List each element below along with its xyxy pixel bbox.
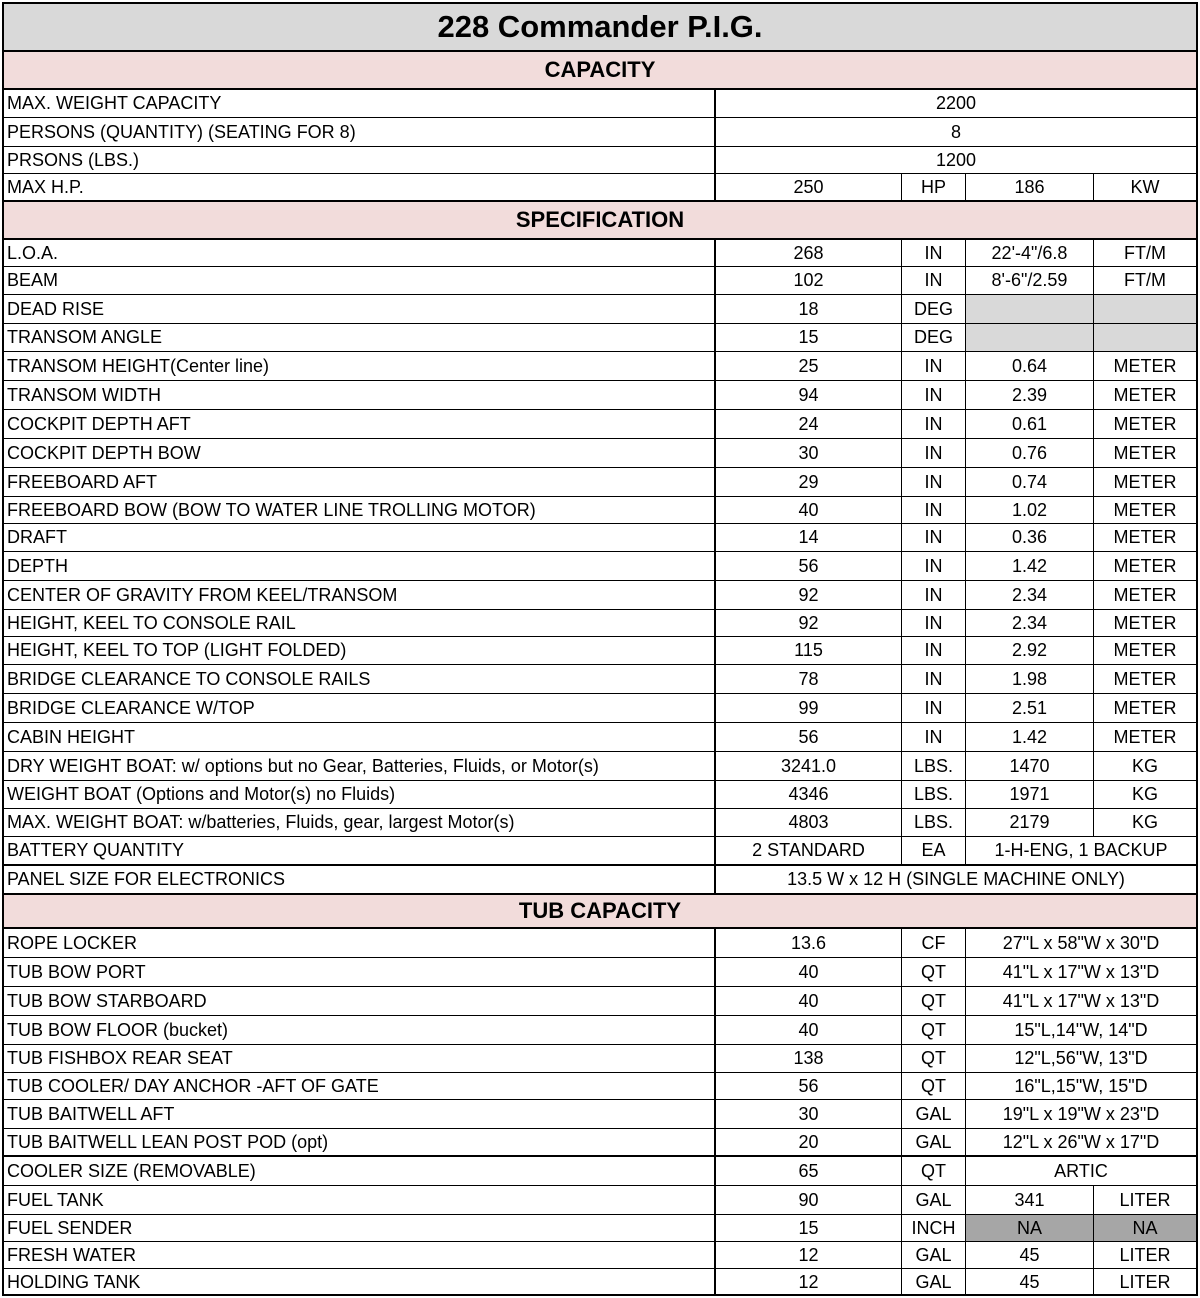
row-label: MAX. WEIGHT CAPACITY bbox=[4, 90, 716, 117]
row-value: 8 bbox=[950, 121, 961, 142]
row-label: TUB BAITWELL LEAN POST POD (opt) bbox=[4, 1129, 716, 1155]
unit-metric: LITER bbox=[1119, 1244, 1171, 1265]
spec-sheet bbox=[2, 2, 1198, 1296]
unit-metric: METER bbox=[1113, 384, 1177, 405]
table-row bbox=[4, 240, 1196, 267]
unit-imperial: HP bbox=[902, 174, 966, 200]
table-row bbox=[4, 118, 1196, 147]
unit-imperial: LBS. bbox=[902, 752, 966, 780]
row-label: FREEBOARD AFT bbox=[4, 468, 716, 496]
unit-metric bbox=[1094, 324, 1196, 351]
value-dimensions: 12"L x 26"W x 17"D bbox=[1002, 1131, 1160, 1152]
value-metric: 2.39 bbox=[966, 381, 1094, 409]
table-row bbox=[4, 1100, 1196, 1129]
unit-imperial: IN bbox=[902, 497, 966, 523]
table-row bbox=[4, 781, 1196, 809]
unit-imperial: GAL bbox=[902, 1129, 966, 1155]
unit-imperial: QT bbox=[902, 1073, 966, 1099]
value-metric: 45 bbox=[966, 1269, 1094, 1296]
value-metric: 341 bbox=[966, 1186, 1094, 1214]
unit-imperial: GAL bbox=[902, 1100, 966, 1128]
table-row bbox=[4, 1186, 1196, 1215]
table-row bbox=[4, 723, 1196, 752]
row-label: COOLER SIZE (REMOVABLE) bbox=[4, 1157, 716, 1185]
table-row bbox=[4, 665, 1196, 694]
row-value: 13.5 W x 12 H (SINGLE MACHINE ONLY) bbox=[787, 869, 1125, 889]
row-label: FUEL TANK bbox=[4, 1186, 716, 1214]
unit-metric: METER bbox=[1113, 355, 1177, 376]
table-row bbox=[4, 581, 1196, 610]
unit-metric: METER bbox=[1113, 555, 1177, 576]
value-imperial: 115 bbox=[716, 637, 902, 664]
unit-imperial: QT bbox=[902, 987, 966, 1015]
value-dimensions: 27"L x 58"W x 30"D bbox=[1002, 932, 1160, 953]
row-label: PANEL SIZE FOR ELECTRONICS bbox=[4, 866, 716, 893]
value-dimensions: 15"L,14"W, 14"D bbox=[1014, 1019, 1148, 1040]
table-row bbox=[4, 958, 1196, 987]
value-metric: 2.92 bbox=[966, 637, 1094, 664]
table-row bbox=[4, 694, 1196, 723]
value-metric: 2.34 bbox=[966, 581, 1094, 609]
value-metric: 1470 bbox=[966, 752, 1094, 780]
table-row bbox=[4, 147, 1196, 174]
row-label: TUB BOW FLOOR (bucket) bbox=[4, 1016, 716, 1044]
value-metric: 1.98 bbox=[966, 665, 1094, 693]
table-row bbox=[4, 552, 1196, 581]
row-label: TUB BOW STARBOARD bbox=[4, 987, 716, 1015]
table-row bbox=[4, 987, 1196, 1016]
value-metric bbox=[966, 295, 1094, 323]
unit-imperial: IN bbox=[902, 637, 966, 664]
table-row bbox=[4, 1157, 1196, 1186]
row-label: MAX H.P. bbox=[4, 174, 716, 200]
row-label: MAX. WEIGHT BOAT: w/batteries, Fluids, gear, largest Motor(s) bbox=[4, 809, 716, 836]
table-row bbox=[4, 90, 1196, 118]
row-label: HEIGHT, KEEL TO CONSOLE RAIL bbox=[4, 610, 716, 636]
row-label: BEAM bbox=[4, 267, 716, 294]
table-row bbox=[4, 1016, 1196, 1045]
row-label: FREEBOARD BOW (BOW TO WATER LINE TROLLING MOTOR) bbox=[4, 497, 716, 523]
value-imperial: 250 bbox=[716, 174, 902, 200]
row-label: CENTER OF GRAVITY FROM KEEL/TRANSOM bbox=[4, 581, 716, 609]
unit-metric: METER bbox=[1113, 640, 1177, 660]
unit-imperial: IN bbox=[902, 552, 966, 580]
row-label: TUB BOW PORT bbox=[4, 958, 716, 986]
value-imperial: 20 bbox=[716, 1129, 902, 1155]
value-imperial: 56 bbox=[716, 552, 902, 580]
value-imperial: 4803 bbox=[716, 809, 902, 836]
value-imperial: 13.6 bbox=[716, 929, 902, 957]
value-imperial: 56 bbox=[716, 1073, 902, 1099]
specification-rows bbox=[4, 240, 1196, 837]
value-metric: 0.76 bbox=[966, 439, 1094, 467]
unit-imperial: IN bbox=[902, 267, 966, 294]
value-imperial: 29 bbox=[716, 468, 902, 496]
value-dimensions: 41"L x 17"W x 13"D bbox=[1002, 990, 1160, 1011]
table-row bbox=[4, 1269, 1196, 1296]
unit-imperial: IN bbox=[902, 610, 966, 636]
value-imperial: 15 bbox=[716, 324, 902, 351]
unit-metric: KG bbox=[1131, 755, 1158, 776]
row-label: HEIGHT, KEEL TO TOP (LIGHT FOLDED) bbox=[4, 637, 716, 664]
row-label: FUEL SENDER bbox=[4, 1215, 716, 1241]
table-row bbox=[4, 1045, 1196, 1073]
value-imperial: 18 bbox=[716, 295, 902, 323]
unit-imperial: GAL bbox=[902, 1242, 966, 1268]
table-row bbox=[4, 1242, 1196, 1269]
row-label: HOLDING TANK bbox=[4, 1269, 716, 1296]
unit-metric: METER bbox=[1113, 413, 1177, 434]
row-label: COCKPIT DEPTH AFT bbox=[4, 410, 716, 438]
tub-capacity-rows bbox=[4, 929, 1196, 1186]
table-row bbox=[4, 174, 1196, 202]
section-header-specification: SPECIFICATION bbox=[4, 202, 1196, 240]
unit-imperial: GAL bbox=[902, 1186, 966, 1214]
value-metric: 0.36 bbox=[966, 524, 1094, 551]
value-imperial: 40 bbox=[716, 1016, 902, 1044]
row-label: L.O.A. bbox=[4, 240, 716, 266]
value-metric: 0.74 bbox=[966, 468, 1094, 496]
unit-imperial: IN bbox=[902, 352, 966, 380]
row-label: TUB FISHBOX REAR SEAT bbox=[4, 1045, 716, 1072]
value-dimensions: ARTIC bbox=[1054, 1160, 1108, 1181]
unit-metric: LITER bbox=[1119, 1272, 1171, 1292]
value-metric: 2.51 bbox=[966, 694, 1094, 722]
value-metric bbox=[966, 324, 1094, 351]
value-metric: 0.64 bbox=[966, 352, 1094, 380]
value-metric: 2179 bbox=[966, 809, 1094, 836]
value-imperial: 56 bbox=[716, 723, 902, 751]
row-label: BRIDGE CLEARANCE TO CONSOLE RAILS bbox=[4, 665, 716, 693]
value-dimensions: 12"L,56"W, 13"D bbox=[1014, 1048, 1148, 1068]
table-row bbox=[4, 497, 1196, 524]
unit-imperial: CF bbox=[902, 929, 966, 957]
value-metric: 186 bbox=[966, 174, 1094, 200]
value-metric: 22'-4"/6.8 bbox=[966, 240, 1094, 266]
table-row bbox=[4, 929, 1196, 958]
unit-metric: METER bbox=[1113, 442, 1177, 463]
unit-imperial: DEG bbox=[902, 295, 966, 323]
table-row bbox=[4, 410, 1196, 439]
row-label: COCKPIT DEPTH BOW bbox=[4, 439, 716, 467]
table-row bbox=[4, 381, 1196, 410]
unit-imperial: IN bbox=[902, 665, 966, 693]
row-label: TRANSOM WIDTH bbox=[4, 381, 716, 409]
value-imperial: 65 bbox=[716, 1157, 902, 1185]
value-imperial: 40 bbox=[716, 987, 902, 1015]
unit-metric: KG bbox=[1131, 812, 1158, 832]
value-metric: 45 bbox=[966, 1242, 1094, 1268]
unit-imperial: EA bbox=[902, 837, 966, 864]
unit-imperial: QT bbox=[902, 1016, 966, 1044]
row-label: DRAFT bbox=[4, 524, 716, 551]
unit-metric: KW bbox=[1130, 176, 1160, 197]
row-label: PRSONS (LBS.) bbox=[4, 147, 716, 173]
value-imperial: 102 bbox=[716, 267, 902, 294]
row-label: BATTERY QUANTITY bbox=[4, 837, 716, 864]
unit-metric: NA bbox=[1094, 1215, 1196, 1241]
table-row bbox=[4, 610, 1196, 637]
row-label: DRY WEIGHT BOAT: w/ options but no Gear, Batteries, Fluids, or Motor(s) bbox=[4, 752, 716, 780]
row-label: TRANSOM ANGLE bbox=[4, 324, 716, 351]
row-label: TRANSOM HEIGHT(Center line) bbox=[4, 352, 716, 380]
unit-imperial: GAL bbox=[902, 1269, 966, 1296]
unit-metric: METER bbox=[1113, 612, 1177, 633]
row-label: WEIGHT BOAT (Options and Motor(s) no Fluids) bbox=[4, 781, 716, 808]
value-metric: 1.42 bbox=[966, 552, 1094, 580]
unit-imperial: IN bbox=[902, 439, 966, 467]
unit-metric: METER bbox=[1113, 726, 1177, 747]
row-label: BRIDGE CLEARANCE W/TOP bbox=[4, 694, 716, 722]
unit-imperial: IN bbox=[902, 240, 966, 266]
unit-imperial: LBS. bbox=[902, 809, 966, 836]
table-row bbox=[4, 439, 1196, 468]
row-label: DEPTH bbox=[4, 552, 716, 580]
table-row bbox=[4, 524, 1196, 552]
unit-imperial: IN bbox=[902, 468, 966, 496]
value-metric: 8'-6"/2.59 bbox=[966, 267, 1094, 294]
row-value: 1200 bbox=[935, 149, 977, 170]
unit-metric: METER bbox=[1113, 471, 1177, 492]
table-row bbox=[4, 809, 1196, 837]
value-imperial: 12 bbox=[716, 1242, 902, 1268]
table-row bbox=[4, 752, 1196, 781]
value-metric: 1971 bbox=[966, 781, 1094, 808]
value-imperial: 138 bbox=[716, 1045, 902, 1072]
value-metric: 2.34 bbox=[966, 610, 1094, 636]
value-imperial: 2 STANDARD bbox=[716, 837, 902, 864]
value-metric: 1.02 bbox=[966, 497, 1094, 523]
table-row bbox=[4, 352, 1196, 381]
unit-imperial: DEG bbox=[902, 324, 966, 351]
unit-metric: FT/M bbox=[1124, 270, 1166, 290]
unit-metric: METER bbox=[1113, 527, 1177, 547]
value-imperial: 268 bbox=[716, 240, 902, 266]
value-imperial: 90 bbox=[716, 1186, 902, 1214]
table-row bbox=[4, 468, 1196, 497]
value-dimensions: 16"L,15"W, 15"D bbox=[1014, 1075, 1148, 1096]
table-row bbox=[4, 866, 1196, 895]
row-label: FRESH WATER bbox=[4, 1242, 716, 1268]
table-row bbox=[4, 1073, 1196, 1100]
value-imperial: 4346 bbox=[716, 781, 902, 808]
value-metric: NA bbox=[966, 1215, 1094, 1241]
table-row bbox=[4, 637, 1196, 665]
table-row bbox=[4, 837, 1196, 866]
value-imperial: 12 bbox=[716, 1269, 902, 1296]
section-header-tub-capacity: TUB CAPACITY bbox=[4, 895, 1196, 929]
unit-metric: FT/M bbox=[1124, 242, 1166, 263]
unit-imperial: INCH bbox=[902, 1215, 966, 1241]
unit-metric bbox=[1094, 295, 1196, 323]
value-imperial: 78 bbox=[716, 665, 902, 693]
value-imperial: 25 bbox=[716, 352, 902, 380]
unit-metric: METER bbox=[1113, 668, 1177, 689]
table-row bbox=[4, 295, 1196, 324]
unit-imperial: IN bbox=[902, 581, 966, 609]
value-imperial: 3241.0 bbox=[716, 752, 902, 780]
unit-metric: KG bbox=[1131, 784, 1158, 804]
table-row bbox=[4, 1129, 1196, 1157]
unit-metric: LITER bbox=[1119, 1189, 1171, 1210]
row-value: 2200 bbox=[935, 93, 977, 113]
row-label: TUB COOLER/ DAY ANCHOR -AFT OF GATE bbox=[4, 1073, 716, 1099]
unit-imperial: QT bbox=[902, 958, 966, 986]
value-imperial: 40 bbox=[716, 497, 902, 523]
value-dimensions: 19"L x 19"W x 23"D bbox=[1002, 1103, 1160, 1124]
value-imperial: 15 bbox=[716, 1215, 902, 1241]
value-imperial: 94 bbox=[716, 381, 902, 409]
row-label: TUB BAITWELL AFT bbox=[4, 1100, 716, 1128]
unit-imperial: QT bbox=[902, 1045, 966, 1072]
section-header-capacity: CAPACITY bbox=[4, 52, 1196, 90]
value-imperial: 30 bbox=[716, 439, 902, 467]
row-label: CABIN HEIGHT bbox=[4, 723, 716, 751]
table-row bbox=[4, 267, 1196, 295]
unit-imperial: QT bbox=[902, 1157, 966, 1185]
unit-imperial: IN bbox=[902, 694, 966, 722]
value-dimensions: 41"L x 17"W x 13"D bbox=[1002, 961, 1160, 982]
table-row bbox=[4, 1215, 1196, 1242]
value-detail: 1-H-ENG, 1 BACKUP bbox=[994, 840, 1168, 860]
value-metric: 0.61 bbox=[966, 410, 1094, 438]
row-label: PERSONS (QUANTITY) (SEATING FOR 8) bbox=[4, 118, 716, 146]
value-metric: 1.42 bbox=[966, 723, 1094, 751]
page-title: 228 Commander P.I.G. bbox=[4, 4, 1196, 52]
value-imperial: 30 bbox=[716, 1100, 902, 1128]
table-row bbox=[4, 324, 1196, 352]
value-imperial: 24 bbox=[716, 410, 902, 438]
unit-metric: METER bbox=[1113, 499, 1177, 520]
row-label: ROPE LOCKER bbox=[4, 929, 716, 957]
row-label: DEAD RISE bbox=[4, 295, 716, 323]
tank-rows bbox=[4, 1186, 1196, 1296]
value-imperial: 92 bbox=[716, 610, 902, 636]
unit-imperial: IN bbox=[902, 524, 966, 551]
unit-metric: METER bbox=[1113, 697, 1177, 718]
unit-imperial: IN bbox=[902, 381, 966, 409]
value-imperial: 92 bbox=[716, 581, 902, 609]
value-imperial: 40 bbox=[716, 958, 902, 986]
value-imperial: 14 bbox=[716, 524, 902, 551]
unit-metric: METER bbox=[1113, 584, 1177, 605]
unit-imperial: LBS. bbox=[902, 781, 966, 808]
value-imperial: 99 bbox=[716, 694, 902, 722]
unit-imperial: IN bbox=[902, 410, 966, 438]
unit-imperial: IN bbox=[902, 723, 966, 751]
